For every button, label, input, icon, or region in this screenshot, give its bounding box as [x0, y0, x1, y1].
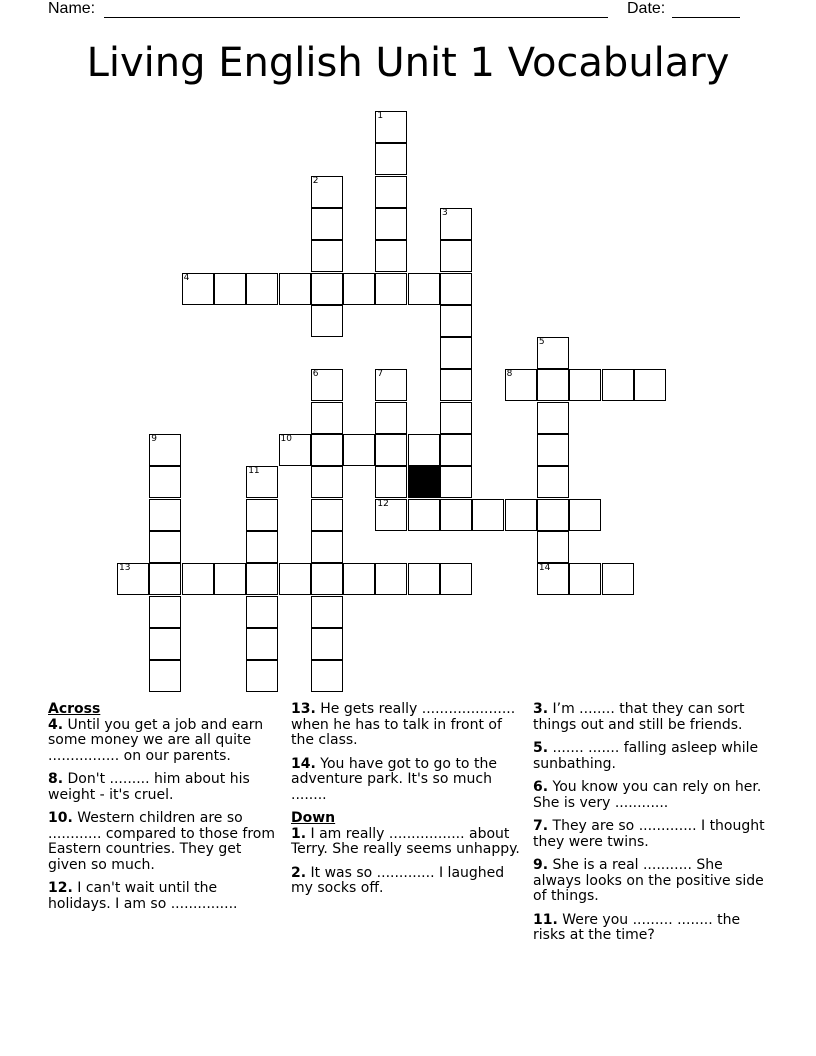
grid-cell[interactable] — [602, 369, 634, 401]
clue-number: 14 — [538, 563, 551, 574]
grid-cell[interactable] — [408, 273, 440, 305]
grid-cell[interactable] — [569, 499, 601, 531]
grid-cell[interactable] — [375, 466, 407, 498]
grid-cell[interactable] — [246, 531, 278, 563]
clue-number: 7 — [377, 369, 384, 380]
grid-cell[interactable] — [149, 499, 181, 531]
grid-cell[interactable] — [246, 563, 278, 595]
grid-cell[interactable] — [311, 273, 343, 305]
clue-number: 8 — [506, 369, 513, 380]
grid-cell[interactable] — [149, 531, 181, 563]
grid-cell[interactable] — [311, 240, 343, 272]
clues-column-3 — [533, 702, 765, 952]
grid-cell[interactable] — [343, 273, 375, 305]
clue-down-5: 5. ....... ....... falling asleep while sunbathing. — [533, 740, 759, 772]
grid-cell[interactable] — [537, 531, 569, 563]
grid-cell[interactable] — [505, 499, 537, 531]
clues-column-1 — [48, 702, 280, 920]
grid-cell[interactable] — [569, 369, 601, 401]
grid-cell[interactable] — [375, 434, 407, 466]
grid-cell[interactable] — [311, 531, 343, 563]
grid-cell[interactable] — [440, 563, 472, 595]
grid-cell[interactable] — [375, 563, 407, 595]
grid-cell[interactable] — [149, 466, 181, 498]
grid-cell[interactable] — [375, 208, 407, 240]
grid-cell[interactable] — [343, 434, 375, 466]
grid-cell[interactable] — [149, 596, 181, 628]
grid-cell[interactable] — [537, 402, 569, 434]
grid-cell[interactable] — [440, 466, 472, 498]
clue-down-2: 2. It was so ............. I laughed my socks off. — [291, 864, 505, 896]
grid-cell[interactable] — [246, 499, 278, 531]
date-label: Date: — [627, 0, 666, 17]
grid-cell[interactable] — [408, 499, 440, 531]
grid-cell[interactable] — [569, 563, 601, 595]
page-title: Living English Unit 1 Vocabulary — [86, 40, 730, 86]
grid-cell[interactable] — [311, 434, 343, 466]
grid-cell[interactable] — [375, 143, 407, 175]
grid-cell[interactable] — [440, 402, 472, 434]
clue-down-6: 6. You know you can rely on her. She is very ............ — [533, 779, 762, 811]
clue-across-13: 13. He gets really ..................... when he has to talk in front of the class. — [291, 701, 516, 748]
grid-cell[interactable] — [537, 466, 569, 498]
grid-cell[interactable] — [311, 563, 343, 595]
clue-across-12: 12. I can't wait until the holidays. I am so ............... — [48, 880, 238, 912]
grid-cell[interactable] — [246, 660, 278, 692]
grid-cell[interactable] — [149, 660, 181, 692]
clue-number: 12 — [377, 498, 389, 509]
grid-cell[interactable] — [408, 434, 440, 466]
grid-cell[interactable] — [440, 240, 472, 272]
grid-cell[interactable] — [149, 628, 181, 660]
grid-cell[interactable] — [343, 563, 375, 595]
grid-cell[interactable] — [311, 305, 343, 337]
clue-number: 9 — [151, 434, 158, 444]
grid-cell[interactable] — [440, 499, 472, 531]
grid-cell[interactable] — [440, 337, 472, 369]
clue-number: 2 — [312, 175, 319, 186]
grid-cell[interactable] — [214, 563, 246, 595]
grid-cell[interactable] — [149, 563, 181, 595]
grid-cell[interactable] — [311, 499, 343, 531]
grid-cell[interactable] — [182, 563, 214, 595]
clue-number: 1 — [377, 111, 384, 121]
clue-number: 10 — [280, 434, 292, 444]
clue-number: 13 — [119, 563, 131, 574]
grid-cell[interactable] — [214, 273, 246, 305]
clue-number: 3 — [442, 207, 448, 218]
clue-down-7: 7. They are so ............. I thought they were twins. — [533, 818, 765, 850]
clue-down-1: 1. I am really ................. about Terry. She really seems unhappy. — [291, 825, 520, 857]
grid-cell[interactable] — [440, 434, 472, 466]
clue-down-11: 11. Were you ......... ........ the risks at the time? — [533, 911, 741, 943]
grid-cell[interactable] — [375, 273, 407, 305]
grid-cell[interactable] — [602, 563, 634, 595]
clue-across-14: 14. You have got to go to the adventure park. It's so much ........ — [291, 755, 497, 803]
grid-cell[interactable] — [311, 208, 343, 240]
clue-across-8: 8. Don't ......... him about his weight - it's cruel. — [48, 771, 250, 803]
grid-cell[interactable] — [440, 273, 472, 305]
grid-cell[interactable] — [311, 402, 343, 434]
grid-cell[interactable] — [375, 240, 407, 272]
grid-cell[interactable] — [537, 369, 569, 401]
grid-cell[interactable] — [246, 596, 278, 628]
down-heading: Down — [291, 810, 336, 826]
grid-cell[interactable] — [537, 499, 569, 531]
clue-down-3: 3. I’m ........ that they can sort things out and still be friends. — [533, 701, 745, 733]
clues-column-2 — [291, 702, 523, 905]
clue-number: 4 — [183, 272, 190, 283]
across-heading: Across — [48, 701, 101, 717]
grid-cell[interactable] — [440, 305, 472, 337]
grid-cell[interactable] — [246, 273, 278, 305]
clue-number: 5 — [538, 337, 545, 348]
grid-cell[interactable] — [634, 369, 666, 401]
grid-cell[interactable] — [279, 273, 311, 305]
grid-cell[interactable] — [311, 596, 343, 628]
name-label: Name: — [48, 0, 96, 17]
clue-down-9: 9. She is a real ........... She always looks on the positive side of things. — [533, 857, 764, 904]
grid-cell[interactable] — [537, 434, 569, 466]
clue-across-10: 10. Western children are so ............ compared to those from Eastern countries. They get given so much. — [48, 810, 275, 873]
clue-number: 6 — [312, 369, 319, 380]
grid-cell[interactable] — [440, 369, 472, 401]
grid-cell[interactable] — [311, 466, 343, 498]
clue-across-4: 4. Until you get a job and earn some money we are all quite ................ on our parents. — [48, 716, 264, 764]
grid-cell[interactable] — [408, 563, 440, 595]
clue-number: 11 — [248, 466, 260, 477]
grid-cell[interactable] — [311, 660, 343, 692]
grid-cell[interactable] — [246, 628, 278, 660]
grid-cell[interactable] — [375, 176, 407, 208]
grid-cell[interactable] — [279, 563, 311, 595]
grid-cell[interactable] — [311, 628, 343, 660]
black-cell — [408, 466, 440, 498]
grid-cell[interactable] — [375, 402, 407, 434]
grid-cell[interactable] — [472, 499, 504, 531]
